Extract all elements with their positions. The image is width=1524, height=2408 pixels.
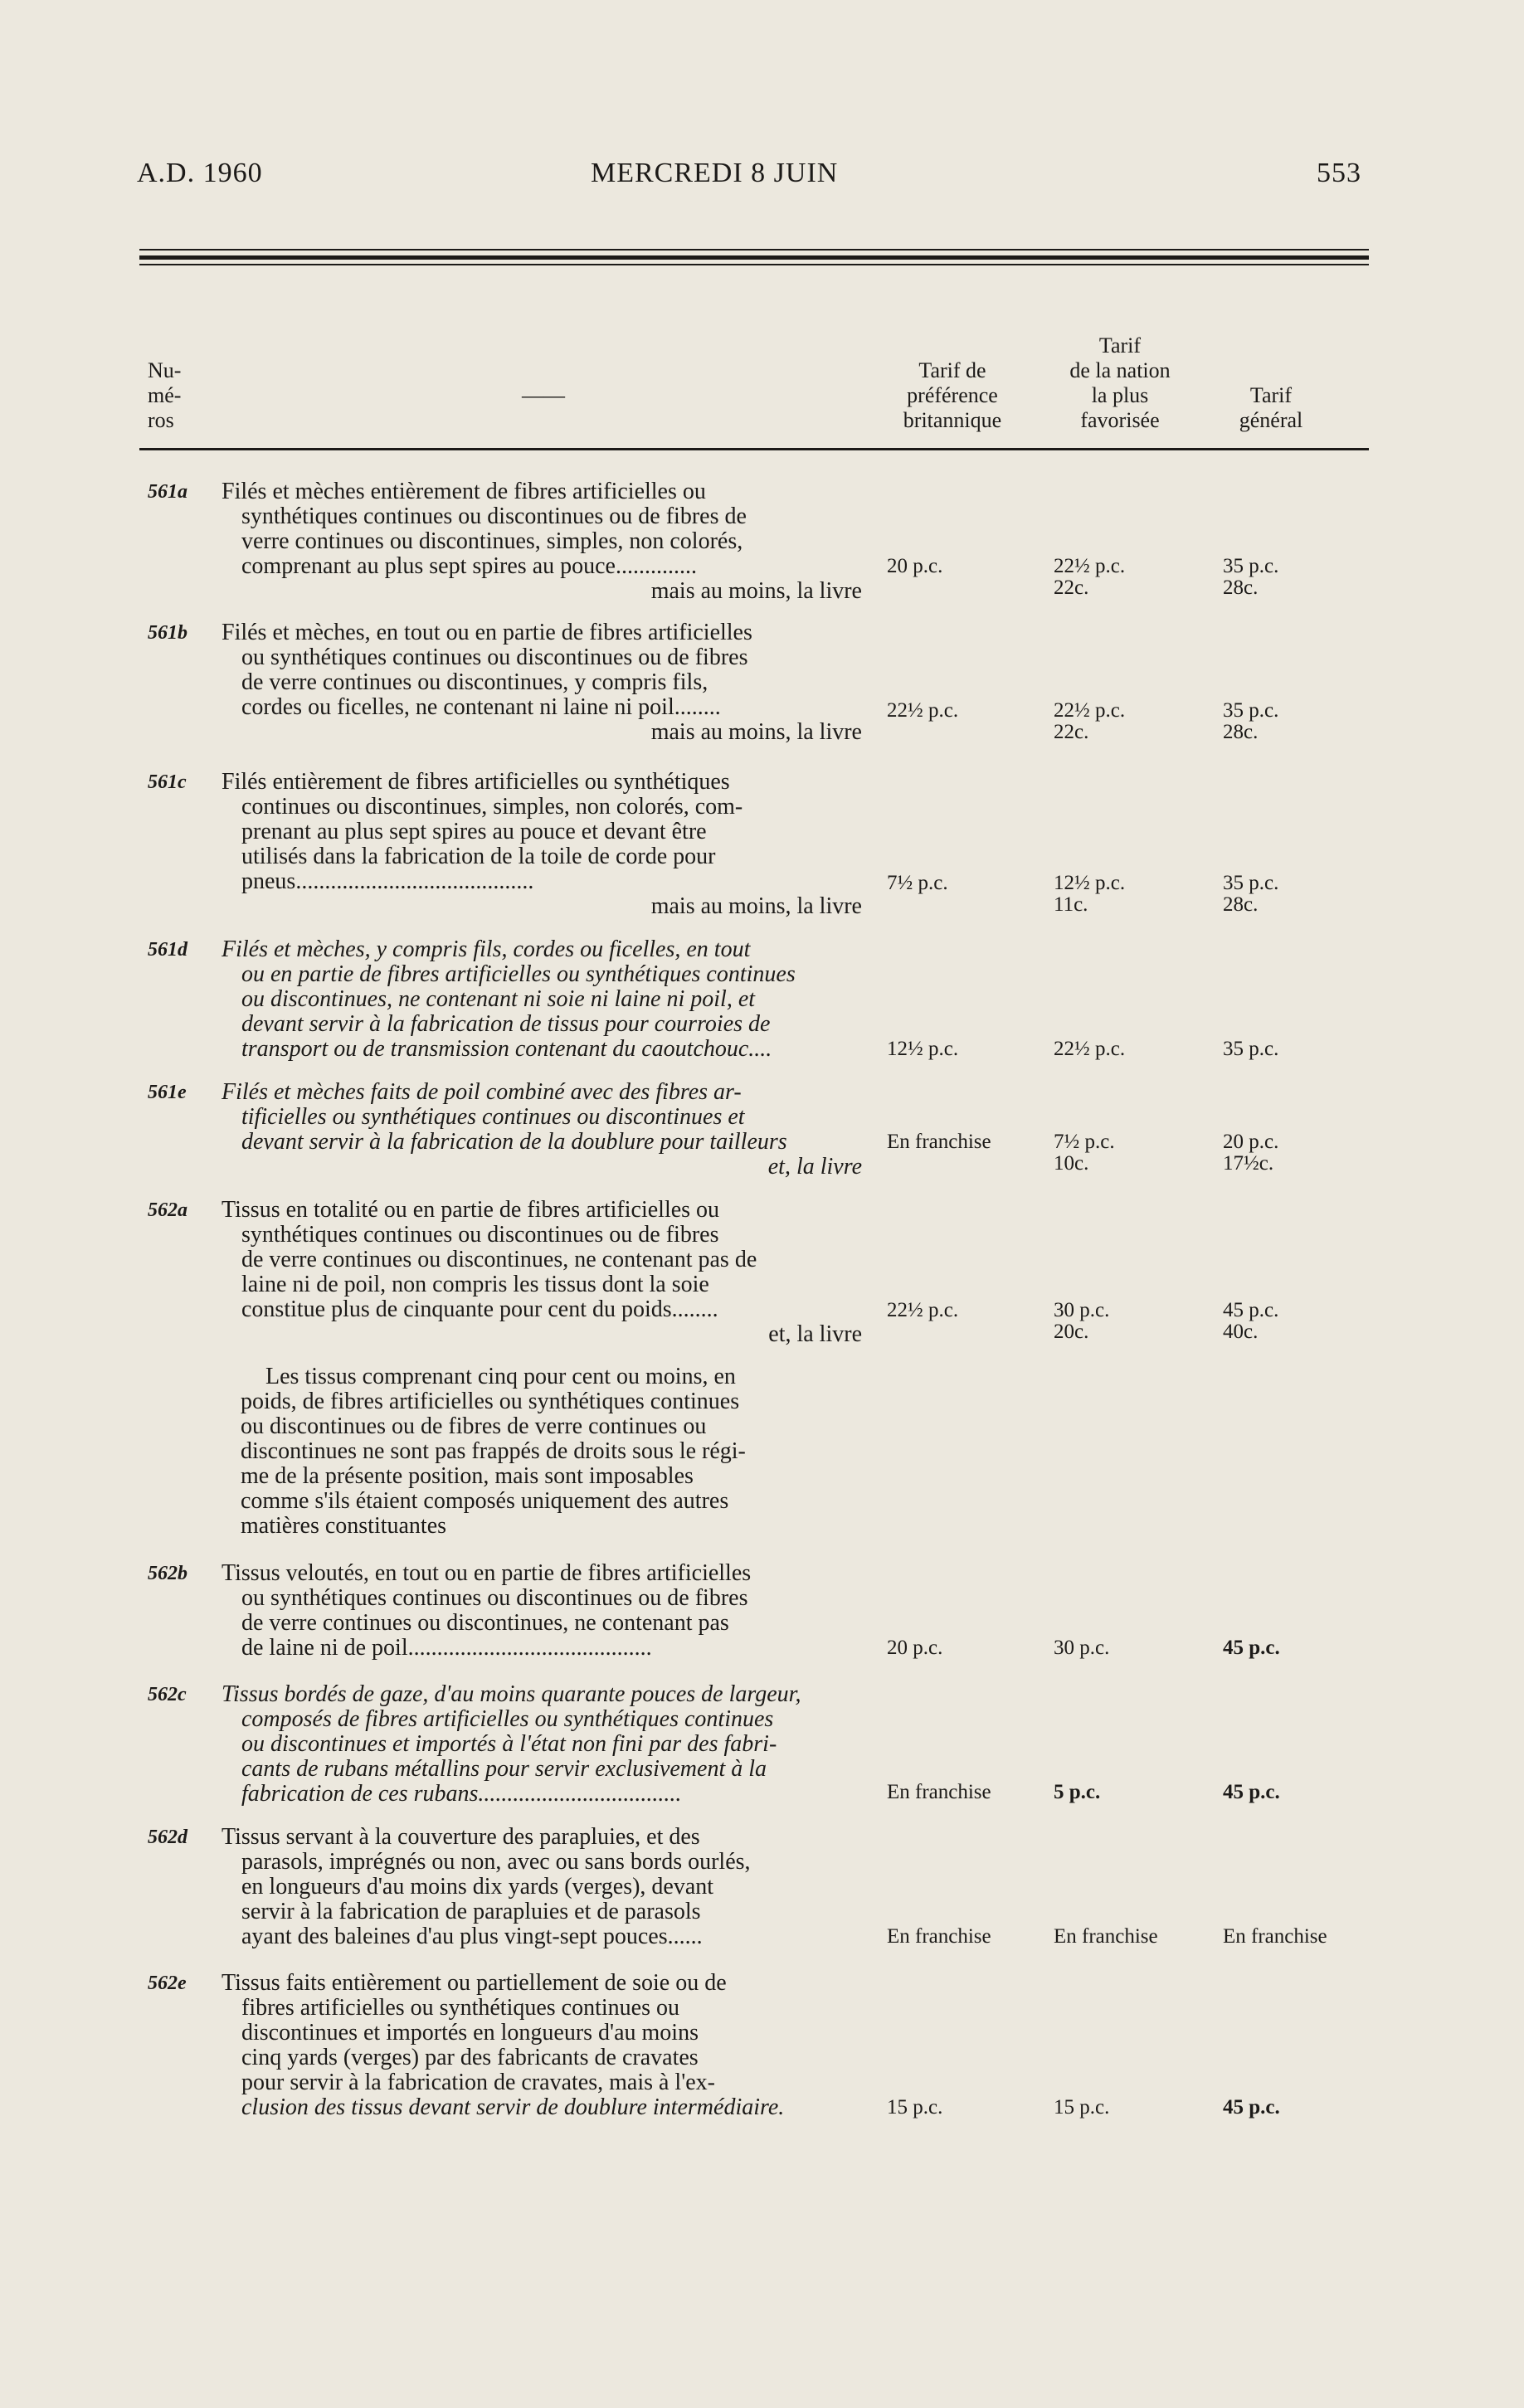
- tariff-general: 35 p.c.: [1223, 699, 1279, 722]
- tariff-nation-min: 20c.: [1054, 1321, 1089, 1343]
- top-rule-thin: [139, 249, 1369, 251]
- tariff-general: 45 p.c.: [1223, 1781, 1280, 1803]
- entry-description: Tissus bordés de gaze, d'au moins quarante pouces de largeur, composés de fibres artificielles ou synthétiques continues ou discontinues et importés à l'état non fini par des fabri- cants de rubans métallins pour servir exclusivement à la fabrication de ces rubans...................................: [222, 1682, 801, 1807]
- entry-description: Tissus faits entièrement ou partiellement de soie ou de fibres artificielles ou synthétiques continues ou discontinues et importés en longueurs d'au moins cinq yards (verges) par des fabricants de cravates pour servir à la fabrication de cravates, mais à l'ex- clusion des tissus devant servir de doublure intermédiaire.: [222, 1971, 785, 2120]
- header-center: MERCREDI 8 JUIN: [591, 158, 839, 188]
- tariff-general-min: 40c.: [1223, 1321, 1259, 1343]
- tariff-general-min: 28c.: [1223, 721, 1259, 743]
- header-left: A.D. 1960: [137, 158, 263, 188]
- tariff-nation: 12½ p.c.: [1054, 872, 1126, 894]
- header-bottom-rule: [139, 448, 1369, 450]
- col-header-dash: ——: [522, 383, 565, 407]
- entry-description: Filés entièrement de fibres artificielles ou synthétiques continues ou discontinues, simples, non colorés, com- prenant au plus sept spires au pouce et devant être utilisés dans la fabrication de la toile de corde pour pneus......................................... mais au moins, la livre: [222, 770, 862, 919]
- tariff-pref: En franchise: [887, 1781, 991, 1803]
- entry-description: Filés et mèches, y compris fils, cordes ou ficelles, en tout ou en partie de fibres artificielles ou synthétiques continues ou discontinues, ne contenant ni soie ni laine ni poil, et devant servir à la fabrication de tissus pour courroies de transport ou de transmission contenant du caoutchouc....: [222, 937, 796, 1062]
- tariff-pref: 15 p.c.: [887, 2096, 943, 2119]
- tariff-general: 45 p.c.: [1223, 2096, 1280, 2119]
- top-rule-bottom: [139, 264, 1369, 265]
- tariff-pref: 22½ p.c.: [887, 1299, 959, 1321]
- tariff-general: En franchise: [1223, 1925, 1327, 1948]
- tariff-nation: 5 p.c.: [1054, 1781, 1101, 1803]
- tariff-general: 35 p.c.: [1223, 1038, 1279, 1060]
- entry-number: 562d: [148, 1827, 187, 1848]
- entry-number: 561d: [148, 939, 187, 961]
- entry-description: Filés et mèches entièrement de fibres artificielles ou synthétiques continues ou discontinues ou de fibres de verre continues ou discontinues, simples, non colorés, comprenant au plus sept spires au pouce.............. mais au moins, la livre: [222, 479, 862, 604]
- tariff-pref: En franchise: [887, 1131, 991, 1153]
- tariff-nation: 22½ p.c.: [1054, 555, 1126, 577]
- page-number: 553: [1317, 158, 1361, 188]
- tariff-nation: 30 p.c.: [1054, 1637, 1110, 1659]
- entry-number: 562e: [148, 1973, 187, 1994]
- entry-number: 561e: [148, 1082, 187, 1103]
- entry-description: Filés et mèches faits de poil combiné avec des fibres ar- tificielles ou synthétiques continues ou discontinues et devant servir à la fabrication de la doublure pour tailleurs et, la livre: [222, 1080, 862, 1180]
- tariff-pref: En franchise: [887, 1925, 991, 1948]
- entry-number: 561c: [148, 771, 187, 793]
- tariff-nation: 22½ p.c.: [1054, 1038, 1126, 1060]
- tariff-nation-min: 11c.: [1054, 893, 1088, 916]
- tariff-nation: En franchise: [1054, 1925, 1158, 1948]
- col-header-pref: Tarif de préférence britannique: [903, 358, 1002, 432]
- tariff-nation-min: 22c.: [1054, 576, 1089, 599]
- tariff-nation: 22½ p.c.: [1054, 699, 1126, 722]
- tariff-nation: 15 p.c.: [1054, 2096, 1110, 2119]
- tariff-pref: 12½ p.c.: [887, 1038, 959, 1060]
- entry-note: Les tissus comprenant cinq pour cent ou moins, en poids, de fibres artificielles ou synthétiques continues ou discontinues ou de fibres de verre continues ou discontinues ne sont pas frappés de droits sous le régi- me de la présente position, mais sont imposables comme s'ils étaient composés uniquement des autres matières constituantes: [241, 1364, 746, 1539]
- tariff-pref: 7½ p.c.: [887, 872, 948, 894]
- tariff-nation: 30 p.c.: [1054, 1299, 1110, 1321]
- tariff-general: 45 p.c.: [1223, 1299, 1279, 1321]
- tariff-general-min: 17½c.: [1223, 1152, 1274, 1175]
- tariff-nation-min: 10c.: [1054, 1152, 1089, 1175]
- tariff-general-min: 28c.: [1223, 893, 1259, 916]
- entry-description: Filés et mèches, en tout ou en partie de fibres artificielles ou synthétiques continues ou discontinues ou de fibres de verre continues ou discontinues, y compris fils, cordes ou ficelles, ne contenant ni laine ni poil........ mais au moins, la livre: [222, 620, 862, 745]
- col-header-numeros: Nu- mé- ros: [148, 358, 182, 432]
- tariff-nation-min: 22c.: [1054, 721, 1089, 743]
- tariff-general: 20 p.c.: [1223, 1131, 1279, 1153]
- top-rule-thick: [139, 255, 1369, 260]
- entry-description: Tissus veloutés, en tout ou en partie de fibres artificielles ou synthétiques continues ou discontinues ou de fibres de verre continues ou discontinues, ne contenant pas de laine ni de poil..........................................: [222, 1561, 752, 1661]
- entry-description: Tissus en totalité ou en partie de fibres artificielles ou synthétiques continues ou discontinues ou de fibres de verre continues ou discontinues, ne contenant pas de laine ni de poil, non compris les tissus dont la soie constitue plus de cinquante pour cent du poids........ et, la livre: [222, 1198, 862, 1347]
- tariff-pref: 20 p.c.: [887, 555, 943, 577]
- entry-number: 562a: [148, 1199, 187, 1221]
- entry-number: 562b: [148, 1563, 187, 1584]
- tariff-general: 35 p.c.: [1223, 555, 1279, 577]
- tariff-general: 35 p.c.: [1223, 872, 1279, 894]
- entry-number: 561b: [148, 622, 187, 644]
- tariff-nation: 7½ p.c.: [1054, 1131, 1115, 1153]
- tariff-pref: 22½ p.c.: [887, 699, 959, 722]
- tariff-general-min: 28c.: [1223, 576, 1259, 599]
- entry-number: 562c: [148, 1684, 187, 1705]
- col-header-nation: Tarif de la nation la plus favorisée: [1069, 333, 1171, 432]
- tariff-pref: 20 p.c.: [887, 1637, 943, 1659]
- tariff-general: 45 p.c.: [1223, 1637, 1280, 1659]
- entry-description: Tissus servant à la couverture des parapluies, et des parasols, imprégnés ou non, avec ou sans bords ourlés, en longueurs d'au moins dix yards (verges), devant servir à la fabrication de parapluies et de parasols ayant des baleines d'au plus vingt-sept pouces......: [222, 1825, 751, 1949]
- entry-number: 561a: [148, 481, 187, 503]
- col-header-general: Tarif général: [1239, 383, 1303, 432]
